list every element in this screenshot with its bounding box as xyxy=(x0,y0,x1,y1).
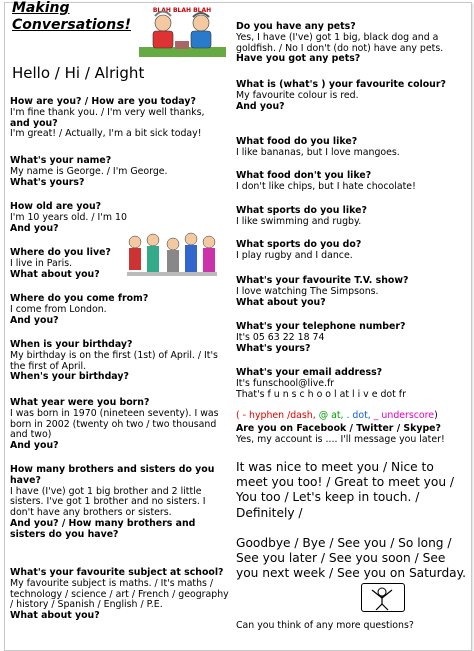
question: What's yours? xyxy=(10,176,85,188)
answer: Yes, my account is .... I'll message you later! xyxy=(236,433,445,445)
answer: My favourite colour is red. xyxy=(236,89,359,101)
question: When is your birthday? xyxy=(10,339,133,350)
question: What's your name? xyxy=(10,155,112,166)
qa-siblings xyxy=(10,465,232,541)
answer: I live in Paris. xyxy=(10,257,73,269)
question: What is (what's ) your favourite colour? xyxy=(236,79,446,90)
answer: Yes, I have (I've) got 1 big, black dog and a goldfish. / No I don't (do not) have any pets. xyxy=(236,31,444,54)
qa-name xyxy=(10,156,232,188)
question: What's your favourite subject at school? xyxy=(10,567,224,578)
question: What food do you like? xyxy=(236,136,358,147)
cartoon-caption: BLAH BLAH BLAH xyxy=(152,7,212,14)
qa-food-dislike xyxy=(236,171,470,193)
question: And you? / How many brothers and sisters do you have? xyxy=(10,517,196,540)
question: And you? xyxy=(10,440,59,452)
question: When's your birthday? xyxy=(10,371,129,383)
page-title: Making Conversations! xyxy=(12,0,131,33)
question: What sports do you like? xyxy=(236,205,367,216)
question: Have you got any pets? xyxy=(236,53,361,65)
question: And you? xyxy=(10,222,59,234)
question: What sports do you do? xyxy=(236,239,362,250)
answer: I was born in 1970 (nineteen seventy). I was born in 2002 (twenty oh two / two thousand and two) xyxy=(10,407,219,441)
answer: I like bananas, but I love mangoes. xyxy=(236,146,400,158)
answer: I like swimming and rugby. xyxy=(236,215,362,227)
qa-how-are-you xyxy=(10,97,232,140)
question: What about you? xyxy=(10,268,100,280)
qa-come-from xyxy=(10,294,232,326)
legend-close: ) xyxy=(434,410,438,422)
question: Where do you come from? xyxy=(10,293,149,304)
qa-year-born xyxy=(10,398,232,452)
question: What's your email address? xyxy=(236,367,383,378)
group-of-people-illustration xyxy=(123,230,220,280)
qa-sports-like xyxy=(236,206,470,228)
question: And you? xyxy=(10,314,59,326)
qa-social-media xyxy=(236,424,470,446)
question: Do you have any pets? xyxy=(236,21,356,32)
legend-at: @ at, xyxy=(318,410,347,422)
question: What year were you born? xyxy=(10,397,150,408)
closing-phrases-meet: It was nice to meet you / Nice to meet you too! / Great to meet you / You too / Let's keep in touch. / Definitely / xyxy=(236,460,455,520)
qa-birthday xyxy=(10,340,232,383)
legend-underscore: _ underscore xyxy=(373,410,435,422)
question: Are you on Facebook / Twitter / Skype? xyxy=(236,423,441,434)
qa-colour xyxy=(236,80,470,112)
answer: It's 05 63 22 18 74 xyxy=(236,331,325,343)
qa-live xyxy=(10,248,122,280)
qa-pets xyxy=(236,22,470,65)
answer: My name is George. / I'm George. xyxy=(10,165,168,177)
question: What about you? xyxy=(10,610,100,622)
qa-sports-do xyxy=(236,240,470,262)
greeting: Hello / Hi / Alright xyxy=(12,64,145,82)
question: What's your favourite T.V. show? xyxy=(236,275,409,286)
answer: My birthday is on the first (1st) of April. / It's the first of April. xyxy=(10,349,218,372)
answer: I play rugby and I dance. xyxy=(236,249,353,261)
answer: I'm great! / Actually, I'm a bit sick today! xyxy=(10,128,202,140)
answer: I don't like chips, but I hate chocolate! xyxy=(236,180,416,192)
question: What about you? xyxy=(236,296,326,308)
qa-favourite-subject xyxy=(10,568,232,622)
question: Where do you live? xyxy=(10,247,111,258)
question: How many brothers and sisters do you have? xyxy=(10,464,215,486)
qa-email xyxy=(236,368,470,422)
goodbye-text: Goodbye / Bye / See you / So long / See you later / See you soon / See you next week / See you on Saturday. xyxy=(236,536,467,581)
legend-dot: . dot, xyxy=(346,410,374,422)
answer: I'm 10 years old. / I'm 10 xyxy=(10,211,127,223)
legend-hyphen: ( - hyphen /dash, xyxy=(236,410,319,422)
qa-food-like xyxy=(236,137,470,159)
answer: I'm fine thank you. / I'm very well thanks, xyxy=(10,106,205,118)
answer: It's funschool@live.fr That's f u n s c h o o l at l i v e dot fr xyxy=(236,377,406,400)
question: How old are you? xyxy=(10,201,102,212)
chatting-people-illustration xyxy=(135,3,230,61)
qa-telephone xyxy=(236,322,470,354)
question: What's yours? xyxy=(236,342,311,354)
footer-question: Can you think of any more questions? xyxy=(236,620,414,631)
question: What food don't you like? xyxy=(236,170,372,181)
question: What's your telephone number? xyxy=(236,321,406,332)
question: How are you? / How are you today? xyxy=(10,96,196,107)
answer: My favourite subject is maths. / It's maths / technology / science / art / French / geography / history / Spanish / English / P.E. xyxy=(10,577,229,611)
answer: I have (I've) got 1 big brother and 2 little sisters. I've got 1 brother and no sisters. I don't have any brothers or sisters. xyxy=(10,485,206,519)
email-symbol-legend xyxy=(236,400,470,422)
answer: I come from London. xyxy=(10,303,107,315)
question: And you? xyxy=(236,100,285,112)
qa-tv-show xyxy=(236,276,470,308)
waving-figure-icon xyxy=(361,583,405,612)
answer: I love watching The Simpsons. xyxy=(236,285,379,297)
question: and you? xyxy=(10,117,58,129)
closing-phrases-goodbye xyxy=(236,536,468,582)
